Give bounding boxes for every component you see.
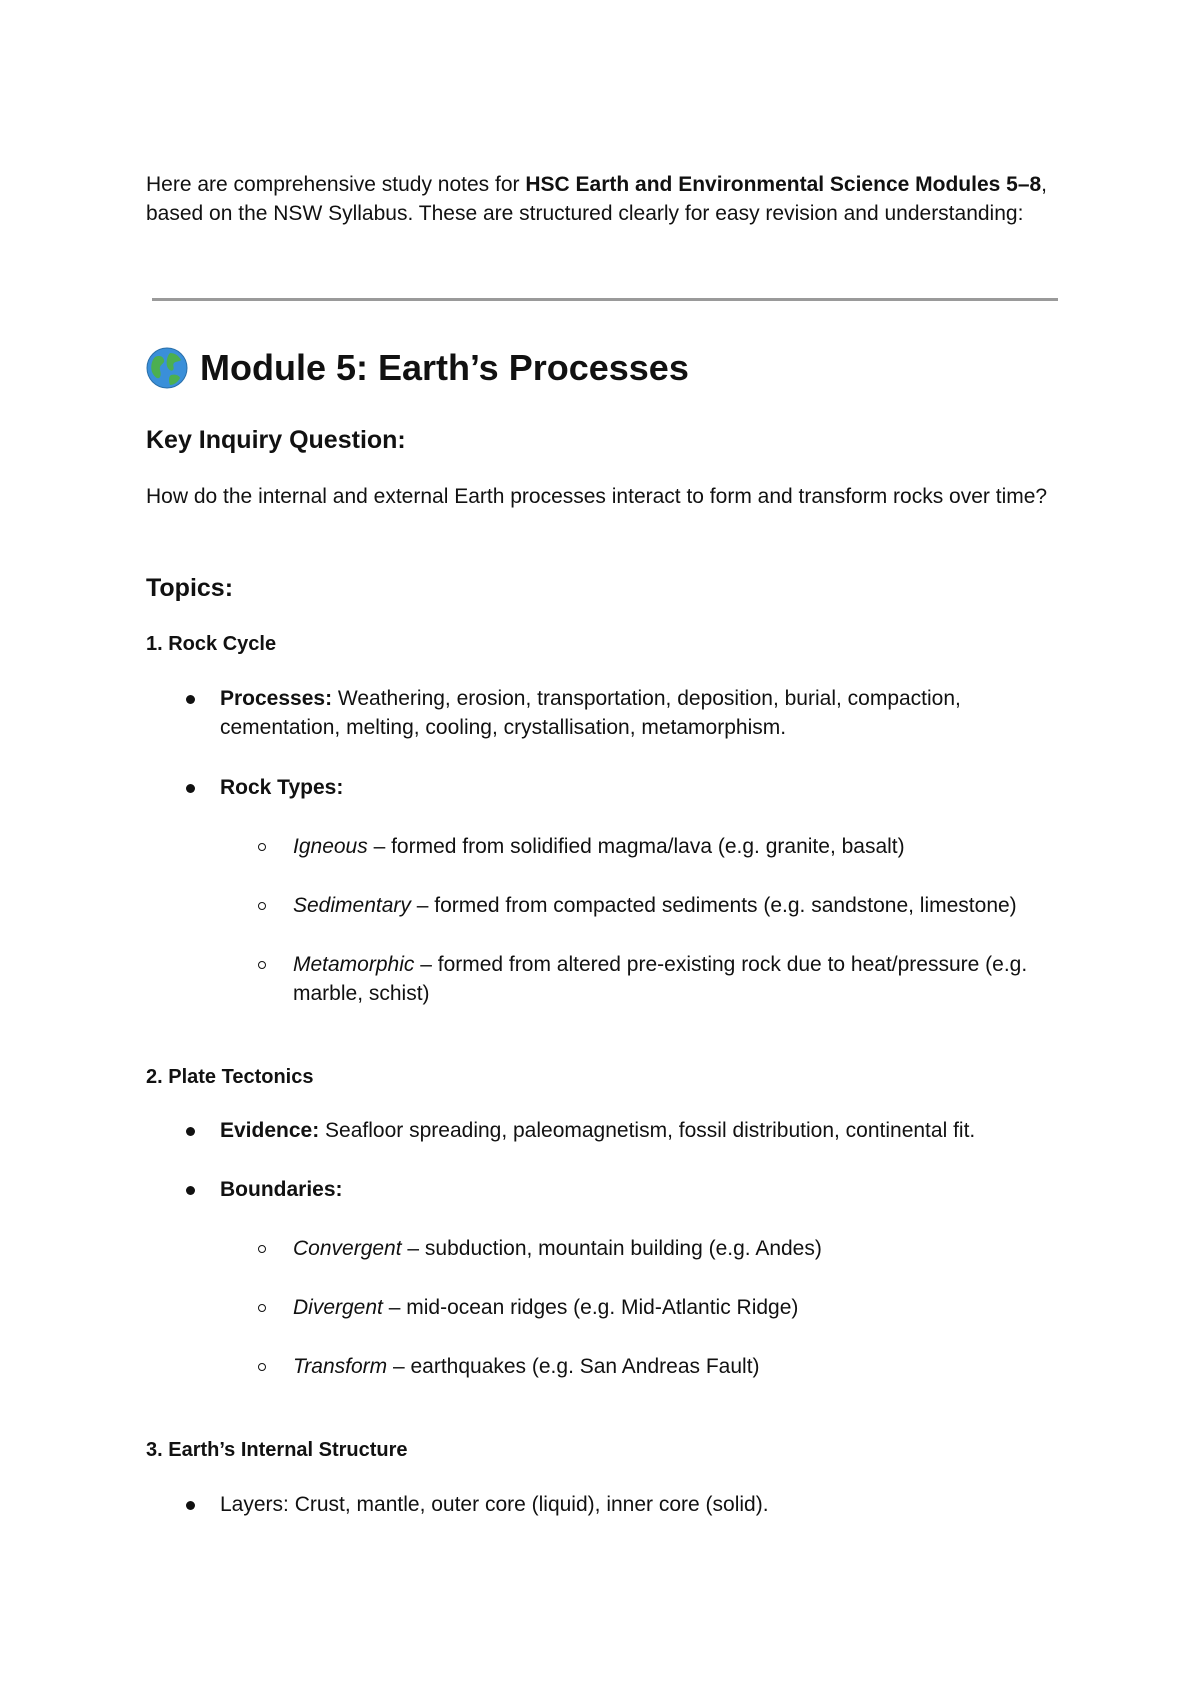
rock-type-desc: – formed from solidified magma/lava (e.g. granite, basalt) xyxy=(367,835,905,858)
intro-suffix: , based on the NSW Syllabus. These are structured clearly for easy revision and understanding: xyxy=(146,173,1048,225)
boundary-item xyxy=(293,1234,1073,1263)
boundary-desc: – earthquakes (e.g. San Andreas Fault) xyxy=(387,1355,760,1378)
boundaries-label: Boundaries: xyxy=(220,1178,343,1201)
module-heading xyxy=(146,344,689,392)
horizontal-rule xyxy=(152,298,1058,301)
bullet-dot xyxy=(186,1127,195,1136)
rock-type-desc: – formed from compacted sediments (e.g. sandstone, limestone) xyxy=(410,894,1017,917)
processes-text: Weathering, erosion, transportation, deposition, burial, compaction, cementation, melting, cooling, crystallisation, metamorphism. xyxy=(220,687,961,739)
module-title: Module 5: Earth’s Processes xyxy=(200,347,689,388)
bullet-dot xyxy=(186,1186,195,1195)
bullet-dot xyxy=(186,784,195,793)
intro-bold: HSC Earth and Environmental Science Modules 5–8 xyxy=(525,173,1042,196)
sub-bullet-circle xyxy=(258,1304,266,1312)
boundary-term: Convergent xyxy=(293,1237,402,1260)
boundary-item xyxy=(293,1352,1073,1381)
sub-bullet-circle xyxy=(258,843,266,851)
rock-type-term: Igneous xyxy=(293,835,368,858)
boundary-desc: – mid-ocean ridges (e.g. Mid-Atlantic Ridge) xyxy=(382,1296,799,1319)
processes-item xyxy=(220,684,1080,742)
evidence-text: Seafloor spreading, paleomagnetism, fossil distribution, continental fit. xyxy=(319,1119,976,1142)
intro-prefix: Here are comprehensive study notes for xyxy=(146,173,526,196)
rock-type-item xyxy=(293,891,1093,920)
bullet-dot xyxy=(186,695,195,704)
sub-bullet-circle xyxy=(258,902,266,910)
rock-cycle-heading: 1. Rock Cycle xyxy=(146,633,277,655)
evidence-item xyxy=(220,1116,1100,1145)
globe-icon xyxy=(146,347,188,389)
sub-bullet-circle xyxy=(258,961,266,969)
rock-types-label: Rock Types: xyxy=(220,776,344,799)
internal-structure-heading: 3. Earth’s Internal Structure xyxy=(146,1439,408,1461)
rock-type-item xyxy=(293,832,1073,861)
boundary-desc: – subduction, mountain building (e.g. Andes) xyxy=(401,1237,822,1260)
evidence-label: Evidence: xyxy=(220,1119,320,1142)
processes-label: Processes: xyxy=(220,687,333,710)
rock-type-term: Sedimentary xyxy=(293,894,411,917)
rock-type-item xyxy=(293,950,1053,1008)
sub-bullet-circle xyxy=(258,1245,266,1253)
intro-paragraph xyxy=(146,170,1066,228)
sub-bullet-circle xyxy=(258,1363,266,1371)
boundary-term: Transform xyxy=(293,1355,388,1378)
boundary-item xyxy=(293,1293,1073,1322)
boundary-term: Divergent xyxy=(293,1296,383,1319)
rock-type-desc: – formed from altered pre-existing rock due to heat/pressure (e.g. marble, schist) xyxy=(293,953,1028,1005)
plate-tectonics-heading: 2. Plate Tectonics xyxy=(146,1066,314,1088)
key-inquiry-heading: Key Inquiry Question: xyxy=(146,426,406,454)
key-inquiry-text: How do the internal and external Earth processes interact to form and transform rocks over time? xyxy=(146,485,1048,508)
topics-heading: Topics: xyxy=(146,574,234,602)
bullet-dot xyxy=(186,1501,195,1510)
layers-item: Layers: Crust, mantle, outer core (liquid), inner core (solid). xyxy=(220,1493,769,1516)
rock-type-term: Metamorphic xyxy=(293,953,415,976)
